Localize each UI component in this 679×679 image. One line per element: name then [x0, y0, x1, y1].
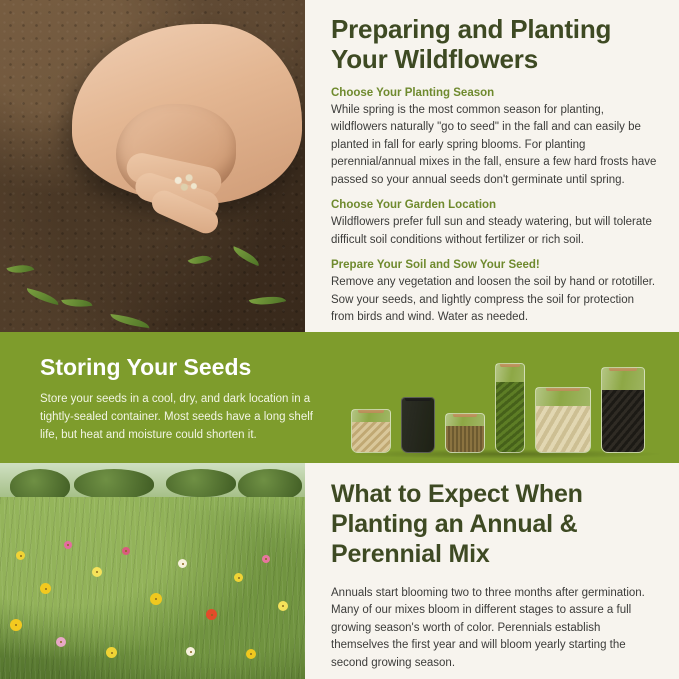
flower-shape — [278, 601, 288, 611]
subheading-garden-location: Choose Your Garden Location — [331, 199, 497, 212]
flower-shape — [150, 593, 162, 605]
storing-title: Storing Your Seeds — [40, 354, 252, 380]
seed-jar — [445, 413, 485, 453]
expect-title: What to Expect When Planting an Annual & Perennial Mix — [331, 480, 583, 568]
seeds-in-hand — [168, 170, 202, 196]
page-title: Preparing and Planting Your Wildflowers — [331, 14, 612, 75]
storing-paragraph: Store your seeds in a cool, dry, and dark location in a tightly-sealed container. Most seeds have a long shelf life, but heat and moisture could shorten it. — [40, 393, 313, 441]
flower-shape — [106, 647, 117, 658]
wildflower-meadow-image — [0, 463, 305, 679]
seed-jar — [401, 397, 435, 453]
flower-shape — [10, 619, 22, 631]
expect-text-column — [305, 463, 679, 679]
storing-text-column — [0, 332, 345, 463]
flower-shape — [262, 555, 270, 563]
flower-shape — [64, 541, 72, 549]
seed-jar — [601, 367, 645, 453]
cork-lid-icon — [546, 387, 580, 391]
flower-shape — [92, 567, 102, 577]
cork-lid-icon — [500, 363, 520, 367]
cork-lid-icon — [609, 367, 637, 371]
jar-contents — [496, 382, 524, 452]
flower-shape — [206, 609, 217, 620]
paragraph-prepare-soil: Remove any vegetation and loosen the soil by hand or rototiller. Sow your seeds, and lightly compress the soil for protection from birds and wind. Water as needed. — [331, 276, 656, 324]
subheading-planting-season: Choose Your Planting Season — [331, 86, 495, 99]
flower-shape — [16, 551, 25, 560]
subheading-prepare-soil: Prepare Your Soil and Sow Your Seed! — [331, 259, 540, 272]
flower-shape — [234, 573, 243, 582]
expect-paragraph: Annuals start blooming two to three months after germination. Many of our mixes bloom in different stages to assure a full growing season's worth of color. Perennials establish themselves the first year and will bloom yearly starting the second growing season. — [331, 587, 645, 669]
tree-shape — [166, 469, 236, 497]
seed-jar — [535, 387, 591, 453]
jar-contents — [536, 406, 590, 452]
seed-jar — [351, 409, 391, 453]
section-what-to-expect — [0, 463, 679, 679]
meadow-background — [0, 497, 305, 679]
paragraph-planting-season: While spring is the most common season for planting, wildflowers naturally "go to seed" in the fall and can easily be planted in fall for early spring blooms. For planting perennial/annual mixes in the fall, ensure a few hard frosts have passed so your annual seeds don't germinate until spring. — [331, 103, 657, 186]
flower-shape — [178, 559, 187, 568]
flower-shape — [40, 583, 51, 594]
jar-contents — [352, 422, 390, 452]
flower-shape — [122, 547, 130, 555]
section-preparing-and-planting — [0, 0, 679, 332]
cork-lid-icon — [453, 413, 477, 417]
paragraph-garden-location: Wildflowers prefer full sun and steady watering, but will tolerate difficult soil conditions without fertilizer or rich soil. — [331, 216, 652, 246]
cork-lid-icon — [358, 409, 384, 413]
flower-shape — [56, 637, 66, 647]
jar-contents — [446, 426, 484, 452]
planting-text-column — [305, 0, 679, 332]
flower-shape — [246, 649, 256, 659]
hand-sowing-seeds-image — [0, 0, 305, 332]
seed-jar — [495, 363, 525, 453]
tree-shape — [74, 469, 154, 499]
seed-jars-image — [345, 332, 679, 463]
flower-shape — [186, 647, 195, 656]
dark-lid-icon — [405, 397, 431, 401]
jar-contents — [602, 390, 644, 452]
section-storing-your-seeds — [0, 332, 679, 463]
